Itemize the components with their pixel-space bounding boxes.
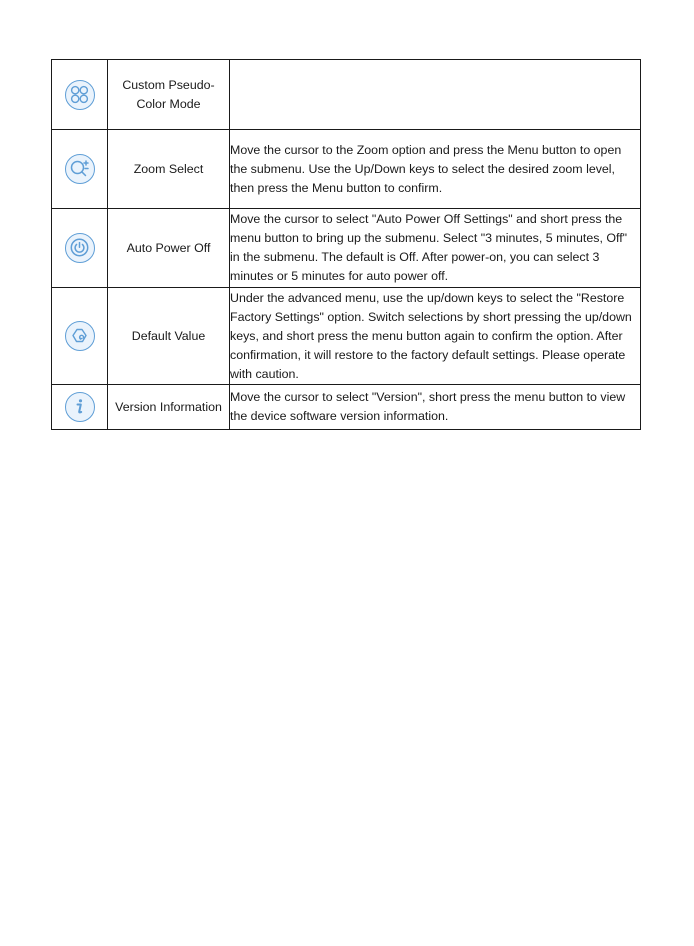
four-circles-icon [65, 80, 95, 110]
setting-name: Version Information [108, 385, 230, 430]
setting-description: Under the advanced menu, use the up/down keys to select the "Restore Factory Settings" option. Switch selections by short pressing the up/down keys, and short press the menu button again to confirm the option. After confirmation, it will restore to the factory default settings. Please operate with caution. [230, 288, 641, 385]
table-row [52, 209, 641, 288]
setting-description: Move the cursor to select "Version", short press the menu button to view the device software version information. [230, 385, 641, 430]
setting-name: Auto Power Off [108, 209, 230, 288]
icon-cell [52, 209, 108, 288]
setting-name: Default Value [108, 288, 230, 385]
setting-description [230, 60, 641, 130]
reset-icon [65, 321, 95, 351]
setting-name: Zoom Select [108, 130, 230, 209]
power-icon [65, 233, 95, 263]
info-icon [65, 392, 95, 422]
zoom-icon [65, 154, 95, 184]
table-row [52, 130, 641, 209]
table-row [52, 60, 641, 130]
table-row [52, 385, 641, 430]
setting-name: Custom Pseudo-Color Mode [108, 60, 230, 130]
settings-table [51, 59, 641, 430]
setting-description: Move the cursor to the Zoom option and press the Menu button to open the submenu. Use the Up/Down keys to select the desired zoom level, then press the Menu button to confirm. [230, 130, 641, 209]
icon-cell [52, 60, 108, 130]
table-row [52, 288, 641, 385]
icon-cell [52, 130, 108, 209]
icon-cell [52, 385, 108, 430]
setting-description: Move the cursor to select "Auto Power Off Settings" and short press the menu button to bring up the submenu. Select "3 minutes, 5 minutes, Off" in the submenu. The default is Off. After power-on, you can select 3 minutes or 5 minutes for auto power off. [230, 209, 641, 288]
icon-cell [52, 288, 108, 385]
